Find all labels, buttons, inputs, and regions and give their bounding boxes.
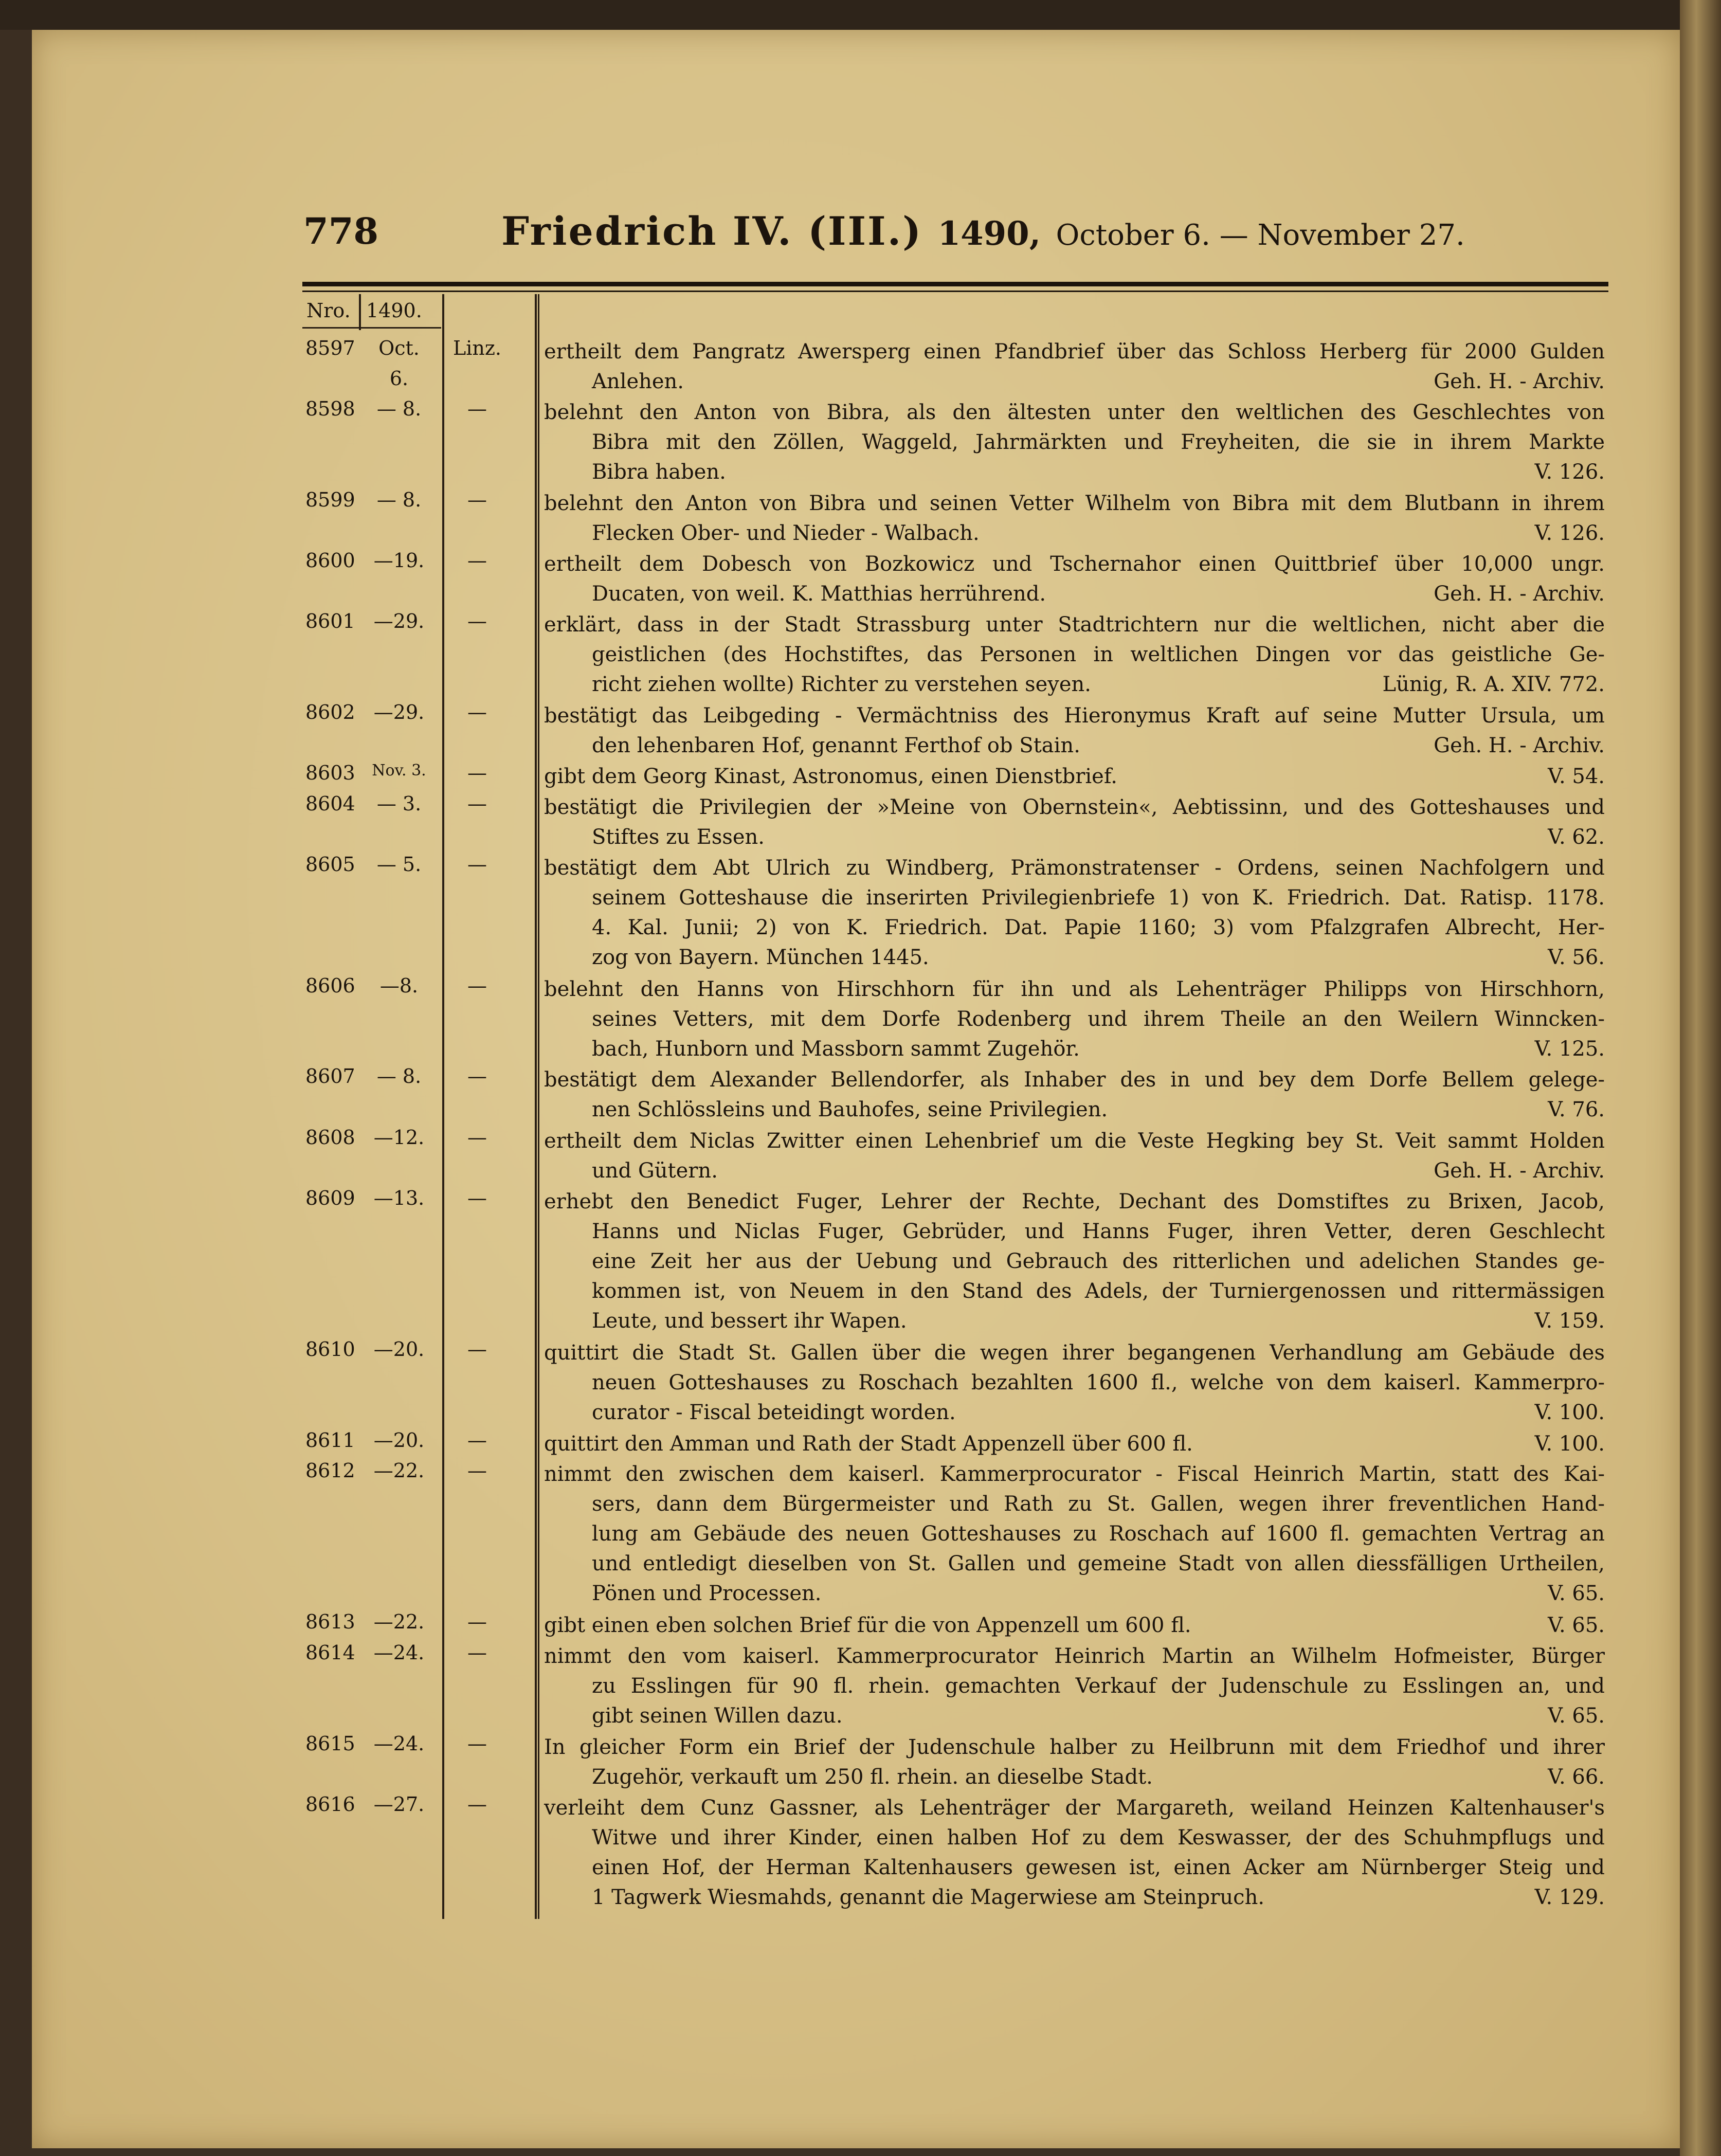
- entry-number: 8615: [305, 1732, 355, 1755]
- entry-text-line: gibt seinen Willen dazu. V. 65.: [544, 1701, 1605, 1731]
- entry-place: —: [467, 1428, 487, 1452]
- entry-text-line: Bibra haben. V. 126.: [544, 457, 1605, 487]
- entry-number: 8608: [305, 1126, 355, 1149]
- entry-reference: V. 126.: [1534, 521, 1605, 545]
- entry-date: — 3.: [376, 792, 422, 815]
- entry-date: Nov. 3.: [372, 762, 426, 780]
- column-divider-date: [442, 294, 444, 1919]
- entry-text-line: kommen ist, von Neuem in den Stand des Adels, der Turniergenossen und rittermässigen: [592, 1279, 1605, 1303]
- entry-text: [544, 1793, 1605, 1912]
- column-header-year: 1490.: [366, 299, 422, 322]
- entry-date: —22.: [373, 1610, 425, 1634]
- entry-place: —: [467, 610, 487, 633]
- entry-text: [544, 853, 1605, 972]
- entry-text-line: curator - Fiscal beteidingt worden. V. 100.: [544, 1398, 1605, 1427]
- entry-date-day: 6.: [389, 367, 409, 390]
- header-rule-thin: [302, 291, 1608, 292]
- entry-place: —: [467, 1126, 487, 1149]
- entry-text: [544, 1065, 1605, 1125]
- entry-date: —29.: [373, 610, 425, 633]
- entry-text-line: belehnt den Anton von Bibra und seinen Vetter Wilhelm von Bibra mit dem Blutbann in ihrem: [544, 492, 1605, 515]
- column-divider-place-inner: [538, 294, 539, 1919]
- header-rule-thick: [302, 282, 1608, 286]
- scan-top-border: [0, 0, 1721, 30]
- entry-text-line: bach, Hunborn und Massborn sammt Zugehör. V. 125.: [544, 1034, 1605, 1064]
- entry-text-line: quittirt die Stadt St. Gallen über die wegen ihrer begangenen Verhandlung am Gebäude des: [544, 1340, 1605, 1365]
- entry-text-line: Anlehen. Geh. H. - Archiv.: [544, 367, 1605, 396]
- column-header-underline-nro: [302, 327, 360, 329]
- entry-place: —: [467, 1337, 487, 1361]
- entry-reference: V. 65.: [1548, 1614, 1605, 1638]
- entry-text-line: Bibra mit den Zöllen, Waggeld, Jahrmärkten und Freyheiten, die sie in ihrem Markte: [592, 430, 1605, 455]
- entry-place: —: [467, 549, 487, 572]
- column-divider-nro: [359, 294, 361, 330]
- entry-date: —20.: [373, 1428, 425, 1452]
- entry-reference: Lünig, R. A. XIV. 772.: [1382, 673, 1605, 697]
- entry-number: 8609: [305, 1186, 355, 1209]
- entry-place: —: [467, 397, 487, 421]
- entry-reference: V. 66.: [1548, 1765, 1605, 1789]
- entry-text-line: quittirt den Amman und Rath der Stadt Appenzell über 600 fl. V. 100.: [544, 1429, 1605, 1459]
- entry-place: Linz.: [453, 337, 501, 359]
- entry-number: 8597: [305, 337, 355, 359]
- entry-text: [544, 701, 1605, 760]
- entry-text-line: ertheilt dem Niclas Zwitter einen Lehenbrief um die Veste Hegking bey St. Veit sammt Holden: [544, 1129, 1605, 1153]
- entry-text-line: In gleicher Form ein Brief der Judenschule halber zu Heilbrunn mit dem Friedhof und ihrer: [544, 1735, 1605, 1759]
- entry-text-line: seinem Gotteshause die inserirten Privilegienbriefe 1) von K. Friedrich. Dat. Ratisp. 1178.: [592, 886, 1605, 910]
- entry-text-line: Zugehör, verkauft um 250 fl. rhein. an dieselbe Stadt. V. 66.: [544, 1762, 1605, 1792]
- entry-reference: V. 100.: [1534, 1432, 1605, 1456]
- entry-reference: V. 65.: [1548, 1704, 1605, 1728]
- entry-text-line: einen Hof, der Herman Kaltenhausers gewesen ist, einen Acker am Nürnberger Steig und: [592, 1855, 1605, 1879]
- entry-number: 8607: [305, 1065, 355, 1088]
- title-year: 1490,: [937, 214, 1041, 253]
- entry-text: [544, 610, 1605, 699]
- entry-text-line: erklärt, dass in der Stadt Strassburg unter Stadtrichtern nur die weltlichen, nicht aber die: [544, 613, 1605, 637]
- entry-text-line: und entledigt dieselben von St. Gallen und gemeine Stadt von allen diessfälligen Urtheilen,: [592, 1552, 1605, 1576]
- scan-right-border: [1680, 0, 1721, 2156]
- entry-text-line: belehnt den Anton von Bibra, als den ältesten unter den weltlichen des Geschlechtes von: [544, 401, 1605, 425]
- entry-text-line: bestätigt dem Abt Ulrich zu Windberg, Prämonstratenser - Ordens, seinen Nachfolgern und: [544, 856, 1605, 880]
- entry-text-line: eine Zeit her aus der Uebung und Gebrauch des ritterlichen und adelichen Standes ge-: [592, 1249, 1605, 1273]
- entry-number: 8614: [305, 1641, 355, 1664]
- entry-date: —8.: [379, 974, 419, 997]
- entry-text: [544, 1126, 1605, 1186]
- entry-place: —: [467, 701, 487, 724]
- entry-text: [544, 337, 1605, 396]
- entry-reference: V. 76.: [1548, 1098, 1605, 1122]
- entry-text: [544, 1429, 1605, 1459]
- entry-text-line: bestätigt das Leibgeding - Vermächtniss des Hieronymus Kraft auf seine Mutter Ursula, um: [544, 704, 1605, 728]
- entry-number: 8598: [305, 397, 355, 421]
- column-header-nro: Nro.: [306, 299, 351, 322]
- entry-number: 8601: [305, 610, 355, 633]
- entry-text-line: gibt dem Georg Kinast, Astronomus, einen Dienstbrief. V. 54.: [544, 762, 1605, 791]
- entry-number: 8613: [305, 1610, 355, 1634]
- entry-text-line: nen Schlössleins und Bauhofes, seine Privilegien. V. 76.: [544, 1095, 1605, 1125]
- column-header-underline-year: [361, 327, 441, 329]
- entry-text-line: den lehenbaren Hof, genannt Ferthof ob Stain. Geh. H. - Archiv.: [544, 731, 1605, 760]
- entry-text-line: Leute, und bessert ihr Wapen. V. 159.: [544, 1306, 1605, 1336]
- entry-number: 8599: [305, 488, 355, 511]
- entry-number: 8606: [305, 974, 355, 997]
- entry-date: —24.: [373, 1732, 425, 1755]
- entry-reference: Geh. H. - Archiv.: [1434, 370, 1605, 393]
- entry-text-line: lung am Gebäude des neuen Gotteshauses zu Roschach auf 1600 fl. gemachten Vertrag an: [592, 1522, 1605, 1546]
- entry-place: —: [467, 1459, 487, 1482]
- entry-text-line: Flecken Ober- und Nieder - Walbach. V. 126.: [544, 518, 1605, 548]
- entry-text-line: gibt einen eben solchen Brief für die von Appenzell um 600 fl. V. 65.: [544, 1610, 1605, 1640]
- entry-text-line: ertheilt dem Pangratz Awersperg einen Pfandbrief über das Schloss Herberg für 2000 Gulden: [544, 340, 1605, 364]
- entry-text-line: zog von Bayern. München 1445. V. 56.: [544, 943, 1605, 972]
- entry-text-line: geistlichen (des Hochstiftes, das Personen in weltlichen Dingen vor das geistliche Ge-: [592, 643, 1605, 667]
- running-title: [501, 208, 1465, 254]
- entry-reference: V. 62.: [1548, 825, 1605, 849]
- title-main: Friedrich IV. (III.): [501, 208, 923, 254]
- entry-reference: V. 125.: [1534, 1037, 1605, 1061]
- entry-text: [544, 1338, 1605, 1427]
- entry-text: [544, 974, 1605, 1064]
- entry-text: [544, 488, 1605, 548]
- entry-reference: V. 126.: [1534, 460, 1605, 484]
- entry-text-line: erhebt den Benedict Fuger, Lehrer der Rechte, Dechant des Domstiftes zu Brixen, Jacob,: [544, 1189, 1605, 1213]
- entry-number: 8602: [305, 701, 355, 724]
- entry-date: —22.: [373, 1459, 425, 1482]
- entry-text: [544, 1610, 1605, 1640]
- entry-place: —: [467, 488, 487, 511]
- entry-text-line: sers, dann dem Bürgermeister und Rath zu St. Gallen, wegen ihrer freventlichen Hand-: [592, 1492, 1605, 1516]
- entry-text-line: nimmt den vom kaiserl. Kammerprocurator Heinrich Martin an Wilhelm Hofmeister, Bürger: [544, 1644, 1605, 1668]
- entry-text: [544, 397, 1605, 487]
- entry-number: 8616: [305, 1792, 355, 1816]
- entry-text-line: Hanns und Niclas Fuger, Gebrüder, und Hanns Fuger, ihren Vetter, deren Geschlecht: [592, 1219, 1605, 1243]
- entry-reference: V. 65.: [1548, 1582, 1605, 1606]
- entry-reference: Geh. H. - Archiv.: [1434, 734, 1605, 758]
- entry-number: 8603: [305, 762, 355, 785]
- entry-number: 8610: [305, 1337, 355, 1361]
- entry-date: — 8.: [376, 488, 422, 511]
- entry-text-line: nimmt den zwischen dem kaiserl. Kammerprocurator - Fiscal Heinrich Martin, statt des Kai-: [544, 1462, 1605, 1487]
- entry-reference: V. 129.: [1534, 1885, 1605, 1909]
- entry-date: — 5.: [376, 853, 422, 876]
- entry-text-line: belehnt den Hanns von Hirschhorn für ihn und als Lehenträger Philipps von Hirschhorn,: [544, 977, 1605, 1001]
- entry-place: —: [467, 1065, 487, 1088]
- entry-place: —: [467, 853, 487, 876]
- entry-text: [544, 792, 1605, 852]
- entry-text-line: seines Vetters, mit dem Dorfe Rodenberg und ihrem Theile an den Weilern Winncken-: [592, 1007, 1605, 1031]
- entry-date: —13.: [373, 1186, 425, 1209]
- entry-place: —: [467, 1641, 487, 1664]
- entry-text-line: Stiftes zu Essen. V. 62.: [544, 822, 1605, 852]
- entry-place: —: [467, 1732, 487, 1755]
- entry-text: [544, 549, 1605, 609]
- entry-date: —12.: [373, 1126, 425, 1149]
- entry-date: —19.: [373, 549, 425, 572]
- entry-number: 8605: [305, 853, 355, 876]
- entry-date: — 8.: [376, 1065, 422, 1088]
- entry-text-line: richt ziehen wollte) Richter zu verstehen seyen. Lünig, R. A. XIV. 772.: [544, 669, 1605, 699]
- entry-date: — 8.: [376, 397, 422, 421]
- page-number: 778: [303, 210, 379, 252]
- entry-place: —: [467, 974, 487, 997]
- entry-text: [544, 1641, 1605, 1731]
- entry-date: —24.: [373, 1641, 425, 1664]
- title-range: October 6. — November 27.: [1056, 219, 1465, 252]
- entry-date: Oct.: [378, 337, 420, 359]
- entry-reference: Geh. H. - Archiv.: [1434, 1158, 1605, 1183]
- entry-number: 8604: [305, 792, 355, 815]
- entry-text-line: bestätigt die Privilegien der »Meine von Obernstein«, Aebtissinn, und des Gotteshauses und: [544, 795, 1605, 819]
- entry-text-line: und Gütern. Geh. H. - Archiv.: [544, 1156, 1605, 1186]
- entry-text: [544, 1187, 1605, 1336]
- entry-date: —29.: [373, 701, 425, 724]
- entry-text-line: Pönen und Processen. V. 65.: [544, 1579, 1605, 1608]
- entry-text-line: ertheilt dem Dobesch von Bozkowicz und Tschernahor einen Quittbrief über 10,000 ungr.: [544, 552, 1605, 576]
- entry-number: 8611: [305, 1428, 355, 1452]
- entry-text-line: verleiht dem Cunz Gassner, als Lehenträger der Margareth, weiland Heinzen Kaltenhauser's: [544, 1796, 1605, 1820]
- entry-text-line: 1 Tagwerk Wiesmahds, genannt die Magerwiese am Steinpruch. V. 129.: [544, 1882, 1605, 1912]
- entry-number: 8612: [305, 1459, 355, 1482]
- entry-text-line: neuen Gotteshauses zu Roschach bezahlten 1600 fl., welche von dem kaiserl. Kammerpro-: [592, 1370, 1605, 1394]
- entry-date: —20.: [373, 1337, 425, 1361]
- entry-text: [544, 1732, 1605, 1792]
- entry-reference: V. 159.: [1534, 1309, 1605, 1333]
- column-divider-place: [535, 294, 537, 1919]
- entry-place: —: [467, 792, 487, 815]
- entry-text: [544, 762, 1605, 791]
- entry-number: 8600: [305, 549, 355, 572]
- entry-place: —: [467, 1610, 487, 1634]
- entry-place: —: [467, 762, 487, 785]
- entry-reference: Geh. H. - Archiv.: [1434, 582, 1605, 606]
- entry-date: —27.: [373, 1792, 425, 1816]
- entry-place: —: [467, 1186, 487, 1209]
- entry-place: —: [467, 1792, 487, 1816]
- entry-text-line: Witwe und ihrer Kinder, einen halben Hof zu dem Keswasser, der des Schuhmpflugs und: [592, 1825, 1605, 1850]
- entry-reference: V. 100.: [1534, 1400, 1605, 1424]
- entry-text-line: Ducaten, von weil. K. Matthias herrührend. Geh. H. - Archiv.: [544, 579, 1605, 609]
- entry-text-line: bestätigt dem Alexander Bellendorfer, als Inhaber des in und bey dem Dorfe Bellem gelege-: [544, 1068, 1605, 1092]
- entry-reference: V. 56.: [1548, 946, 1605, 970]
- entry-text-line: zu Esslingen für 90 fl. rhein. gemachten Verkauf der Judenschule zu Esslingen an, und: [592, 1674, 1605, 1698]
- entry-text: [544, 1459, 1605, 1608]
- entry-reference: V. 54.: [1548, 765, 1605, 789]
- entry-text-line: 4. Kal. Junii; 2) von K. Friedrich. Dat. Papie 1160; 3) vom Pfalzgrafen Albrecht, Her-: [592, 916, 1605, 940]
